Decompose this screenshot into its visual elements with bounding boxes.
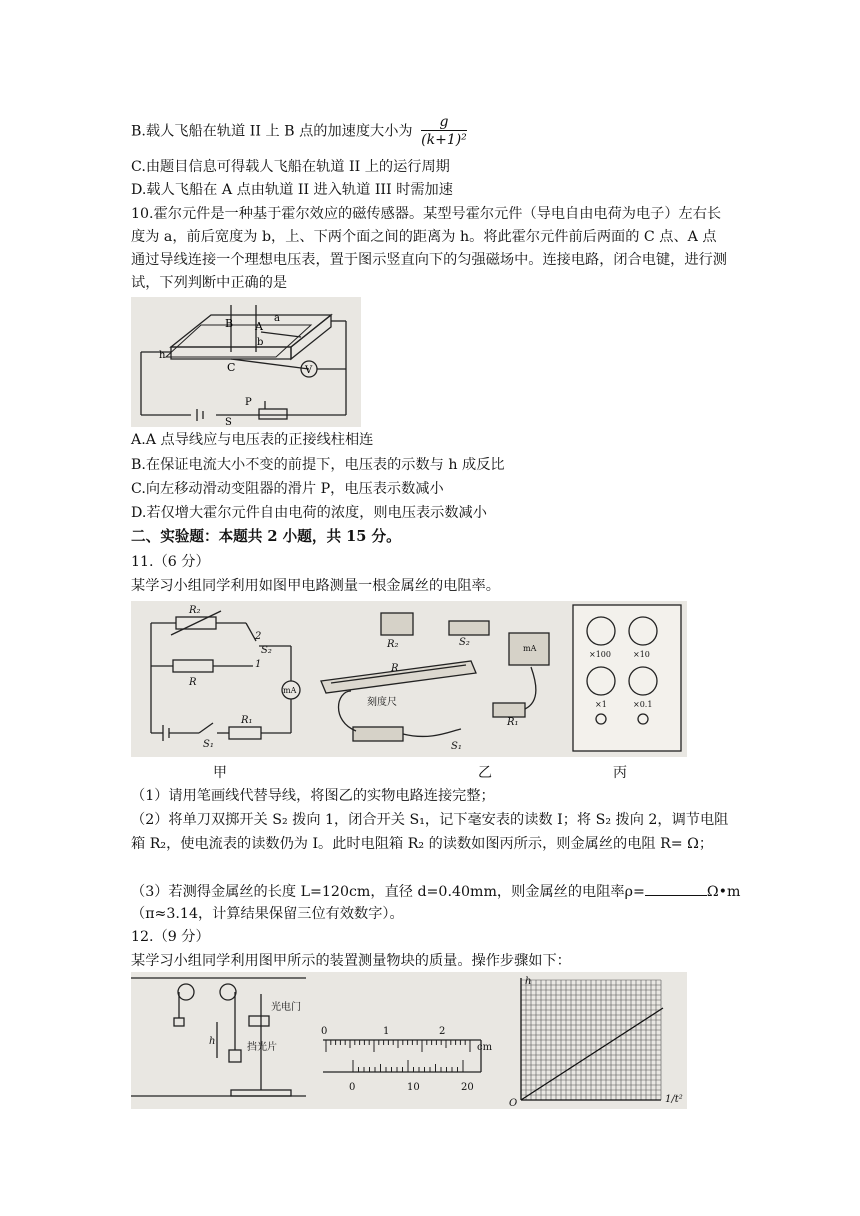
vernier-0: 0 (349, 1082, 356, 1093)
label-s1-real: S₁ (451, 741, 462, 752)
main-scale-1: 1 (383, 1026, 390, 1037)
hall-element-diagram (131, 297, 361, 427)
voltmeter-label: V (305, 365, 313, 376)
label-r2-real: R₂ (387, 639, 399, 650)
q10-option-b: B.在保证电流大小不变的前提下，电压表的示数与 h 成反比 (131, 457, 505, 473)
q11-part2: （2）将单刀双掷开关 S₂ 拨向 1，闭合开关 S₁，记下毫安表的读数 I；将 S₂ 拨向 2，调节电阻箱 R₂，使电流表的读数仍为 I。此时电阻箱 R₂ 的读数如图丙所示，则金属丝的电阻 R= Ω； (131, 812, 729, 852)
q10-option-c: C.向左移动滑动变阻器的滑片 P，电压表示数减小 (131, 481, 444, 497)
q12-intro: 某学习小组同学利用图甲所示的装置测量物块的质量。操作步骤如下： (131, 953, 571, 969)
q10-option-d: D.若仅增大霍尔元件自由电荷的浓度，则电压表示数减小 (131, 505, 487, 521)
main-scale-2: 2 (439, 1026, 446, 1037)
label-a-point: A (255, 320, 263, 333)
fraction: $\frac{g}{\text{(k+1)²}}$ (421, 114, 467, 148)
label-r: R (189, 677, 197, 688)
q12-apparatus-diagrams (131, 972, 687, 1109)
answer-blank (645, 881, 707, 896)
label-flag: 挡光片 (247, 1042, 277, 1053)
q11-score: 11.（6 分） (131, 554, 210, 570)
label-ruler: 刻度尺 (367, 697, 397, 708)
q12-score: 12.（9 分） (131, 929, 210, 945)
q11-figures (131, 601, 687, 757)
dial-x01: ×0.1 (633, 700, 653, 709)
q11-part3-note: （π≈3.14，计算结果保留三位有效数字）。 (131, 906, 404, 922)
caption-bing: 丙 (613, 765, 627, 781)
label-height-h: h (159, 350, 166, 361)
label-s1: S₁ (203, 739, 214, 750)
switch-s-label: S (225, 417, 232, 427)
dial-x1: ×1 (595, 700, 607, 709)
label-c-point: C (227, 361, 236, 374)
q9-option-b: B.载人飞船在轨道 II 上 B 点的加速度大小为 $\frac{g}{\text{(k+1)²}}$ (131, 114, 467, 148)
caption-yi: 乙 (478, 765, 492, 781)
label-s2-pos1: 1 (255, 659, 262, 670)
label-r1: R₁ (241, 715, 253, 726)
label-ma: mA (283, 686, 297, 695)
graph-axis-y: h (525, 976, 532, 987)
unit-cm: cm (477, 1042, 493, 1053)
dial-x10: ×10 (633, 650, 650, 659)
q12-figures (131, 972, 687, 1109)
q11-circuit-diagrams (131, 601, 687, 757)
graph-origin: O (509, 1098, 518, 1109)
main-scale-0: 0 (321, 1026, 328, 1037)
label-s2: S₂ (261, 645, 272, 656)
caption-jia: 甲 (213, 765, 227, 781)
q11-part3: （3）若测得金属丝的长度 L=120cm，直径 d=0.40mm，则金属丝的电阻率ρ= Ω•m (131, 881, 740, 902)
q10-stem: 10.霍尔元件是一种基于霍尔效应的磁传感器。某型号霍尔元件（导电自由电荷为电子）左右长度为 a，前后宽度为 b，上、下两个面之间的距离为 h。将此霍尔元件前后两面的 C 点、A 点通过导线连接一个理想电压表，置于图示竖直向下的匀强磁场中。连接电路，闭合电键，进行测试，下列判断中正确的是 (131, 206, 727, 291)
label-s2-real: S₂ (459, 637, 470, 648)
label-photogate: 光电门 (271, 1002, 301, 1013)
q11-intro: 某学习小组同学利用如图甲电路测量一根金属丝的电阻率。 (131, 578, 500, 594)
label-length-a: a (274, 313, 280, 324)
label-b-point: B (225, 317, 234, 330)
dial-x100: ×100 (589, 650, 611, 659)
vernier-20: 20 (461, 1082, 474, 1093)
slider-p-label: P (245, 397, 252, 408)
hall-element-figure (131, 297, 361, 427)
label-r-real: R (391, 663, 399, 674)
label-height-h: h (209, 1036, 216, 1047)
label-r2: R₂ (189, 605, 201, 616)
label-ma-real: mA (523, 644, 537, 653)
label-width-b: b (257, 337, 264, 348)
q9-option-d: D.载人飞船在 A 点由轨道 II 进入轨道 III 时需加速 (131, 182, 453, 198)
q10-option-a: A.A 点导线应与电压表的正接线柱相连 (131, 432, 374, 448)
label-s2-pos2: 2 (255, 631, 262, 642)
label-r1-real: R₁ (507, 717, 519, 728)
q11-part1: （1）请用笔画线代替导线，将图乙的实物电路连接完整； (131, 788, 495, 804)
section-title: 二、实验题：本题共 2 小题，共 15 分。 (131, 528, 401, 545)
graph-axis-x: 1/t² (665, 1094, 683, 1105)
q9-option-c: C.由题目信息可得载人飞船在轨道 II 上的运行周期 (131, 159, 450, 175)
vernier-10: 10 (407, 1082, 420, 1093)
